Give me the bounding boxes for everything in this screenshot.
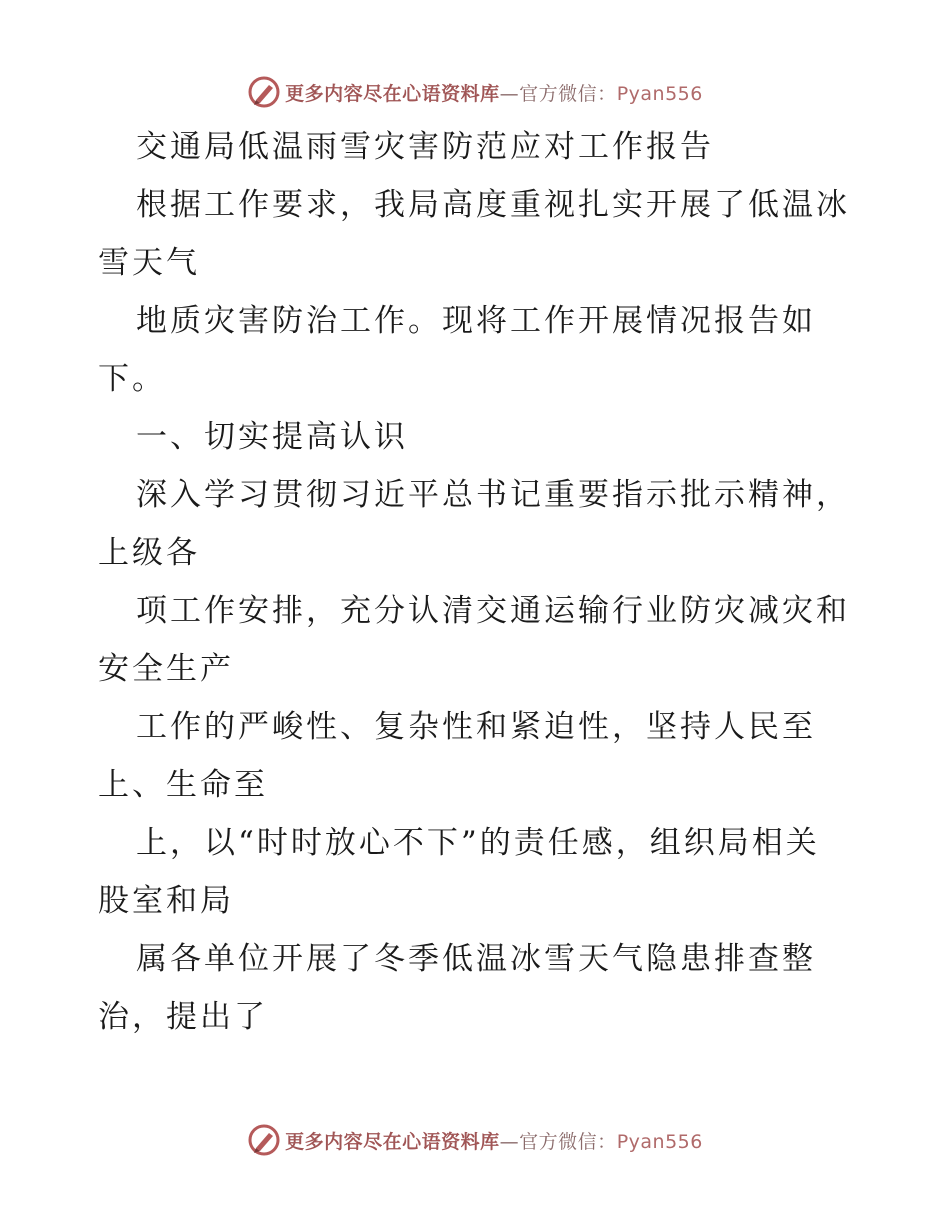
paragraph-line: 深入学习贯彻习近平总书记重要指示批示精神， bbox=[136, 477, 850, 513]
document-body bbox=[98, 118, 878, 1046]
pen-logo-icon bbox=[247, 75, 281, 109]
paragraph-line: 雪天气 bbox=[98, 245, 200, 281]
paragraph-line: 上、生命至 bbox=[98, 767, 268, 803]
footer-separator: — bbox=[499, 1130, 520, 1153]
header-wechat-id: Pyan556 bbox=[616, 82, 703, 105]
footer-banner bbox=[0, 1120, 950, 1160]
paragraph-line: 治，提出了 bbox=[98, 999, 268, 1035]
header-text bbox=[285, 79, 703, 106]
header-wechat-label: 官方微信： bbox=[519, 82, 617, 105]
paragraph-line: 上，以“时时放心不下”的责任感，组织局相关 bbox=[136, 825, 820, 861]
paragraph-line: 股室和局 bbox=[98, 883, 234, 919]
paragraph-line: 工作的严峻性、复杂性和紧迫性，坚持人民至 bbox=[136, 709, 816, 745]
header-banner bbox=[0, 72, 950, 112]
paragraph-line: 下。 bbox=[98, 361, 166, 397]
document-title: 交通局低温雨雪灾害防范应对工作报告 bbox=[136, 129, 714, 165]
paragraph-line: 上级各 bbox=[98, 535, 200, 571]
footer-text bbox=[285, 1127, 703, 1154]
paragraph-line: 安全生产 bbox=[98, 651, 234, 687]
footer-site-name: 更多内容尽在心语资料库 bbox=[285, 1130, 500, 1153]
footer-wechat-id: Pyan556 bbox=[616, 1130, 703, 1153]
paragraph-line: 地质灾害防治工作。现将工作开展情况报告如 bbox=[136, 303, 816, 339]
pen-logo-icon bbox=[247, 1123, 281, 1157]
footer-wechat-label: 官方微信： bbox=[519, 1130, 617, 1153]
header-site-name: 更多内容尽在心语资料库 bbox=[285, 82, 500, 105]
paragraph-line: 项工作安排，充分认清交通运输行业防灾减灾和 bbox=[136, 593, 850, 629]
paragraph-line: 根据工作要求，我局高度重视扎实开展了低温冰 bbox=[136, 187, 850, 223]
section-heading: 一、切实提高认识 bbox=[136, 419, 408, 455]
header-separator: — bbox=[499, 82, 520, 105]
paragraph-line: 属各单位开展了冬季低温冰雪天气隐患排查整 bbox=[136, 941, 816, 977]
